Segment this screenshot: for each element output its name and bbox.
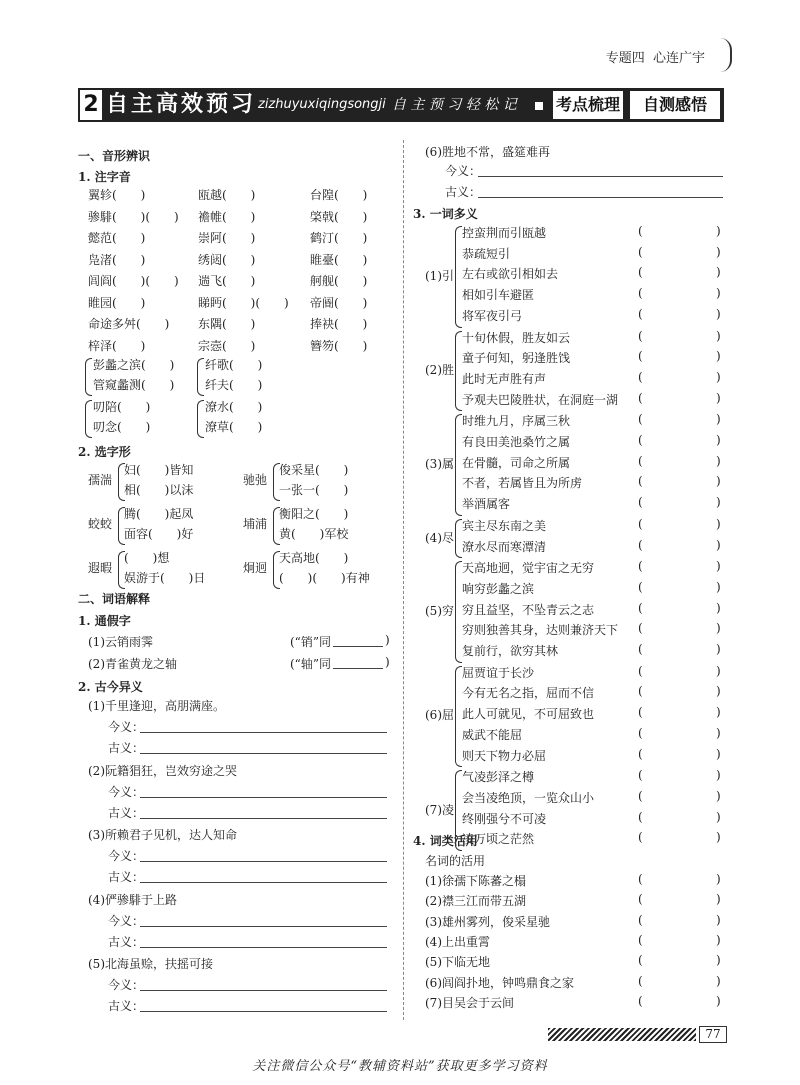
poly-paren-l[interactable]: ( <box>638 600 643 615</box>
poly-item: 威武不能屈 <box>462 727 523 742</box>
shape-group-label: 遐暇 <box>88 561 113 575</box>
poly-paren-l[interactable]: ( <box>638 537 643 552</box>
shape-group-label: 驰弛 <box>243 473 268 487</box>
class-shift-paren-l[interactable]: ( <box>638 953 643 968</box>
poly-paren-l[interactable]: ( <box>638 746 643 761</box>
poly-item: 此时无声胜有声 <box>462 371 547 386</box>
sec1-heading: 一、音形辨识 <box>78 149 151 163</box>
poly-paren-r: ) <box>716 684 721 699</box>
poly-paren-l[interactable]: ( <box>638 265 643 280</box>
pron-pair-item[interactable]: 潦水( ) <box>205 400 263 414</box>
gujin-gu-blank[interactable] <box>140 818 387 819</box>
pron-item[interactable]: 睢园( ) <box>88 295 146 310</box>
shape-group-label: 炯迥 <box>243 561 268 575</box>
poly-item: 气凌彭泽之樽 <box>462 770 535 785</box>
brace-mark <box>455 666 462 768</box>
poly-paren-l[interactable]: ( <box>638 412 643 427</box>
brace-mark <box>455 770 462 851</box>
poly-paren-r: ) <box>716 663 721 678</box>
pron-pair-item[interactable]: 叨陪( ) <box>93 400 151 414</box>
poly-item: 此人可就见，不可屈致也 <box>462 707 595 722</box>
poly-paren-l[interactable]: ( <box>638 768 643 783</box>
poly-paren-l[interactable]: ( <box>638 559 643 574</box>
gujin-jin-blank[interactable] <box>140 732 387 733</box>
poly-item: 在骨髓，司命之所属 <box>462 455 571 470</box>
gujin-item: (5)北海虽赊，扶摇可接 <box>88 957 213 971</box>
sub3-heading: 1. 通假字 <box>78 614 131 628</box>
shape-item[interactable]: 俊采星( ) <box>279 463 349 477</box>
poly-paren-l[interactable]: ( <box>638 244 643 259</box>
poly-paren-l[interactable]: ( <box>638 495 643 510</box>
poly-label: (4)尽 <box>425 530 454 545</box>
poly-paren-r: ) <box>716 746 721 761</box>
poly-paren-l[interactable]: ( <box>638 453 643 468</box>
gujin-jin-label: 今义： <box>108 849 145 863</box>
poly-item: 潦水尽而寒潭清 <box>462 539 547 554</box>
poly-item: 有良田美池桑竹之属 <box>462 435 571 449</box>
gujin-gu-blank[interactable] <box>140 753 387 754</box>
poly-paren-r: ) <box>716 244 721 259</box>
corner-decoration <box>720 38 732 72</box>
section-pinyin: zizhuyuxiqingsongji <box>258 97 386 112</box>
shape-item[interactable]: 娱游于( )日 <box>124 571 206 585</box>
poly-paren-l[interactable]: ( <box>638 306 643 321</box>
banner-square-icon <box>535 102 543 110</box>
pron-pair-item[interactable]: 纤夫( ) <box>205 378 263 392</box>
column-divider <box>403 140 404 1020</box>
sub6-heading: 4. 词类活用 <box>413 834 478 848</box>
poly-item: 童子何知，躬逢胜饯 <box>462 351 571 366</box>
poly-item: 将军夜引弓 <box>462 308 523 323</box>
class-shift-paren-r: ) <box>716 872 721 886</box>
poly-item: 宾主尽东南之美 <box>462 518 547 533</box>
sub1-heading: 1. 注字音 <box>78 170 131 184</box>
tj-note-2: (“轴”同 <box>290 657 331 671</box>
poly-label: (3)属 <box>425 457 454 472</box>
pron-item[interactable]: 命途多舛( ) <box>88 317 170 331</box>
pron-item[interactable]: 宗悫( ) <box>198 338 256 353</box>
gujin-jin-label: 今义： <box>108 978 145 992</box>
poly-paren-r: ) <box>716 809 721 824</box>
poly-item: 十旬休假，胜友如云 <box>462 330 571 345</box>
poly-paren-r: ) <box>716 830 721 845</box>
tj-blank-1[interactable] <box>333 646 383 647</box>
gujin-gu-label: 古义： <box>108 805 145 820</box>
poly-item: 复前行，欲穷其林 <box>462 644 559 658</box>
gujin-gu-label: 古义： <box>108 741 145 755</box>
poly-paren-r: ) <box>716 516 721 531</box>
gujin-jin-label: 今义： <box>108 913 145 928</box>
poly-paren-l[interactable]: ( <box>638 474 643 489</box>
poly-item: 相如引车避匿 <box>462 288 535 303</box>
poly-paren-r: ) <box>716 579 721 594</box>
pron-item[interactable]: 鹤汀( ) <box>310 231 368 245</box>
brace-mark <box>455 226 462 328</box>
class-shift-paren-r: ) <box>716 973 721 988</box>
poly-paren-r: ) <box>716 559 721 574</box>
gujin-gu-blank[interactable] <box>140 882 387 883</box>
class-shift-paren-r: ) <box>716 912 721 927</box>
pron-item[interactable]: 东隅( ) <box>198 317 256 331</box>
poly-label: (7)凌 <box>425 802 454 817</box>
poly-paren-l[interactable]: ( <box>638 390 643 405</box>
shape-item[interactable]: 相( )以沫 <box>124 483 194 497</box>
pron-item[interactable]: 襜帷( ) <box>198 209 256 224</box>
gujin-gu-label: 古义： <box>108 934 145 949</box>
class-shift-paren-l[interactable]: ( <box>638 892 643 907</box>
poly-paren-l[interactable]: ( <box>638 433 643 447</box>
pron-pair-item[interactable]: 叨念( ) <box>93 420 151 434</box>
pron-item[interactable]: 舸舰( ) <box>310 274 368 288</box>
shape-item[interactable]: 黄( )军校 <box>279 527 349 541</box>
pron-item[interactable]: 帝阍( ) <box>310 295 368 310</box>
gj6-gu-label: 古义： <box>445 185 482 199</box>
gj6-jin-blank[interactable] <box>478 176 723 177</box>
class-shift-item: (1)徐孺下陈蕃之榻 <box>425 874 526 888</box>
poly-item: 天高地迥，觉宇宙之无穷 <box>462 561 595 576</box>
poly-paren-r: ) <box>716 600 721 615</box>
poly-item: 屈贾谊于长沙 <box>462 665 535 680</box>
poly-item: 响穷彭蠡之滨 <box>462 581 535 596</box>
poly-item: 时维九月，序属三秋 <box>462 414 571 429</box>
gujin-gu-blank[interactable] <box>140 947 387 948</box>
class-shift-item: (4)上出重霄 <box>425 934 490 949</box>
poly-paren-r: ) <box>716 369 721 384</box>
poly-label: (1)引 <box>425 268 454 283</box>
class-shift-item: (7)目吴会于云间 <box>425 995 514 1010</box>
brace-mark <box>85 400 92 438</box>
shape-item[interactable]: 衡阳之( ) <box>279 507 349 521</box>
shape-item[interactable]: 天高地( ) <box>279 551 349 565</box>
tj-note-1: (“销”同 <box>290 635 331 649</box>
shape-group-label: 孺湍 <box>88 473 113 487</box>
class-shift-paren-r: ) <box>716 892 721 907</box>
class-shift-item: (5)下临无地 <box>425 955 490 970</box>
poly-paren-l[interactable]: ( <box>638 349 643 364</box>
pron-item[interactable]: 梓泽( ) <box>88 338 146 353</box>
class-shift-paren-l[interactable]: ( <box>638 912 643 927</box>
brace-mark <box>197 358 204 396</box>
poly-paren-l[interactable]: ( <box>638 788 643 803</box>
tj-blank-2[interactable] <box>333 668 383 669</box>
brace-mark <box>455 331 462 412</box>
shape-item[interactable]: 面容( )好 <box>124 527 194 541</box>
pron-item[interactable]: 捧袂( ) <box>310 317 368 331</box>
poly-item: 穷则独善其身，达则兼济天下 <box>462 623 619 638</box>
brace-mark <box>197 400 204 438</box>
poly-paren-r: ) <box>716 412 721 427</box>
pron-item[interactable]: 簪笏( ) <box>310 338 368 353</box>
poly-paren-l[interactable]: ( <box>638 579 643 594</box>
tj-close-2: ) <box>385 655 390 669</box>
tab-kaodian[interactable]: 考点梳理 <box>553 91 623 119</box>
class-shift-paren-l[interactable]: ( <box>638 993 643 1008</box>
poly-paren-r: ) <box>716 306 721 321</box>
poly-paren-l[interactable]: ( <box>638 286 643 301</box>
section-title: 自主高效预习 <box>106 92 257 117</box>
chapter-label: 专题四 心连广宇 <box>605 51 705 66</box>
poly-paren-r: ) <box>716 788 721 803</box>
pron-pair-item[interactable]: 彭蠡之滨( ) <box>93 358 175 372</box>
class-shift-paren-l[interactable]: ( <box>638 973 643 988</box>
pron-pair-item[interactable]: 管窥蠡测( ) <box>93 378 175 392</box>
footer-notice: 关注微信公众号“教辅资料站”获取更多学习资料 <box>252 1059 548 1074</box>
poly-item: 今有无名之指，屈而不信 <box>462 686 595 701</box>
sub5-heading: 3. 一词多义 <box>413 207 478 221</box>
poly-paren-l[interactable]: ( <box>638 663 643 678</box>
poly-paren-r: ) <box>716 286 721 301</box>
shape-group-label: 埔浦 <box>243 517 268 531</box>
gujin-item: (4)俨骖騑于上路 <box>88 892 177 907</box>
poly-paren-l[interactable]: ( <box>638 328 643 343</box>
poly-paren-r: ) <box>716 328 721 343</box>
pron-item[interactable]: 骖騑( )( ) <box>88 209 179 224</box>
poly-paren-l[interactable]: ( <box>638 642 643 656</box>
tj-close-1: ) <box>385 633 390 647</box>
gujin-item: (1)千里逢迎，高朋满座。 <box>88 699 225 713</box>
pron-item[interactable]: 棨戟( ) <box>310 209 368 224</box>
poly-paren-r: ) <box>716 725 721 740</box>
class-shift-paren-l[interactable]: ( <box>638 932 643 947</box>
poly-paren-r: ) <box>716 537 721 552</box>
brace-mark <box>455 414 462 516</box>
sub4-heading: 2. 古今异义 <box>78 680 143 694</box>
gujin-jin-blank[interactable] <box>140 861 387 862</box>
sub2-heading: 2. 选字形 <box>78 445 131 459</box>
gujin-jin-label: 今义： <box>108 784 145 799</box>
pron-item[interactable]: 瓯越( ) <box>198 188 256 202</box>
poly-paren-l[interactable]: ( <box>638 725 643 740</box>
brace-mark <box>455 561 462 663</box>
poly-item: 穷且益坚，不坠青云之志 <box>462 602 595 617</box>
gujin-gu-label: 古义： <box>108 870 145 884</box>
pron-item[interactable]: 崇阿( ) <box>198 231 256 245</box>
poly-paren-r: ) <box>716 265 721 280</box>
section-slogan: 自 主 预 习 轻 松 记 <box>392 97 517 113</box>
gujin-gu-label: 古义： <box>108 999 145 1013</box>
poly-paren-l[interactable]: ( <box>638 621 643 636</box>
poly-paren-r: ) <box>716 224 721 238</box>
gujin-jin-blank[interactable] <box>140 926 387 927</box>
gujin-item: (2)阮籍猖狂，岂效穷途之哭 <box>88 763 237 778</box>
section-number-badge: 2 <box>80 90 102 120</box>
poly-item: 予观夫巴陵胜状，在洞庭一湖 <box>462 392 619 407</box>
poly-paren-l[interactable]: ( <box>638 830 643 845</box>
poly-item: 凌万顷之茫然 <box>462 832 535 847</box>
class-shift-paren-l[interactable]: ( <box>638 872 643 886</box>
poly-paren-r: ) <box>716 433 721 447</box>
poly-item: 不者，若属皆且为所虏 <box>462 476 583 491</box>
pron-item[interactable]: 懿范( ) <box>88 231 146 245</box>
pron-pair-item[interactable]: 潦草( ) <box>205 420 263 434</box>
poly-label: (5)穷 <box>425 603 454 618</box>
class-shift-item: (2)襟三江而带五湖 <box>425 894 526 909</box>
poly-paren-r: ) <box>716 474 721 489</box>
poly-paren-r: ) <box>716 495 721 510</box>
shape-item[interactable]: 妇( )皆知 <box>124 463 194 477</box>
poly-paren-r: ) <box>716 768 721 783</box>
gujin-jin-blank[interactable] <box>140 990 387 991</box>
class-shift-item: (3)雄州雾列，俊采星驰 <box>425 914 550 929</box>
brace-mark <box>85 358 92 396</box>
shape-item[interactable]: ( )想 <box>124 551 170 565</box>
shape-item[interactable]: ( )( )有神 <box>279 571 370 585</box>
poly-paren-l[interactable]: ( <box>638 809 643 824</box>
class-shift-paren-r: ) <box>716 993 721 1008</box>
poly-paren-r: ) <box>716 705 721 720</box>
poly-item: 左右或欲引相如去 <box>462 267 559 282</box>
tj-item-1: (1)云销雨霁 <box>88 635 153 649</box>
poly-paren-l[interactable]: ( <box>638 224 643 238</box>
poly-paren-l[interactable]: ( <box>638 516 643 531</box>
poly-label: (2)胜 <box>425 362 454 377</box>
pron-item[interactable]: 睇眄( )( ) <box>198 295 289 310</box>
footer-pattern <box>548 1028 696 1041</box>
gj6-jin-label: 今义： <box>445 164 482 178</box>
gujin-gu-blank[interactable] <box>140 1011 387 1012</box>
poly-paren-r: ) <box>716 349 721 364</box>
poly-item: 会当凌绝顶，一览众山小 <box>462 790 595 805</box>
gj6-gu-blank[interactable] <box>478 197 723 198</box>
pron-item[interactable]: 翼轸( ) <box>88 188 146 202</box>
gujin-item: (3)所赖君子见机，达人知命 <box>88 828 237 842</box>
pron-item[interactable]: 遄飞( ) <box>198 274 256 288</box>
poly-paren-r: ) <box>716 642 721 656</box>
poly-item: 控蛮荆而引瓯越 <box>462 226 547 240</box>
sub6b-heading: 名词的活用 <box>425 854 486 868</box>
tab-zice[interactable]: 自测感悟 <box>630 91 720 119</box>
sec2-heading: 二、词语解释 <box>78 592 151 606</box>
pron-item[interactable]: 睢臺( ) <box>310 252 368 267</box>
shape-item[interactable]: 腾( )起凤 <box>124 507 194 521</box>
class-shift-paren-r: ) <box>716 953 721 968</box>
pron-item[interactable]: 凫渚( ) <box>88 252 146 267</box>
shape-item[interactable]: 一张一( ) <box>279 483 349 497</box>
poly-paren-l[interactable]: ( <box>638 684 643 699</box>
poly-paren-r: ) <box>716 453 721 468</box>
gujin-jin-label: 今义： <box>108 720 145 734</box>
page-number: 77 <box>699 1026 727 1043</box>
pron-item[interactable]: 闾阎( )( ) <box>88 274 179 288</box>
poly-paren-l[interactable]: ( <box>638 369 643 384</box>
poly-paren-r: ) <box>716 390 721 405</box>
tj-item-2: (2)青雀黄龙之轴 <box>88 657 177 671</box>
class-shift-paren-r: ) <box>716 932 721 947</box>
pron-item[interactable]: 绣闼( ) <box>198 252 256 267</box>
poly-item: 举酒属客 <box>462 497 511 512</box>
poly-item: 终刚强兮不可凌 <box>462 811 547 826</box>
poly-paren-l[interactable]: ( <box>638 705 643 720</box>
class-shift-item: (6)闾阎扑地，钟鸣鼎食之家 <box>425 975 574 990</box>
shape-group-label: 蛟蛟 <box>88 517 113 531</box>
brace-mark <box>455 519 462 558</box>
gujin-jin-blank[interactable] <box>140 797 387 798</box>
poly-item: 恭疏短引 <box>462 246 511 261</box>
poly-paren-r: ) <box>716 621 721 636</box>
poly-item: 则天下物力必屈 <box>462 748 547 763</box>
pron-item[interactable]: 台隍( ) <box>310 188 368 202</box>
poly-label: (6)屈 <box>425 708 454 723</box>
gj6-item: (6)胜地不常，盛筵难再 <box>425 145 550 159</box>
pron-pair-item[interactable]: 纤歌( ) <box>205 358 263 372</box>
